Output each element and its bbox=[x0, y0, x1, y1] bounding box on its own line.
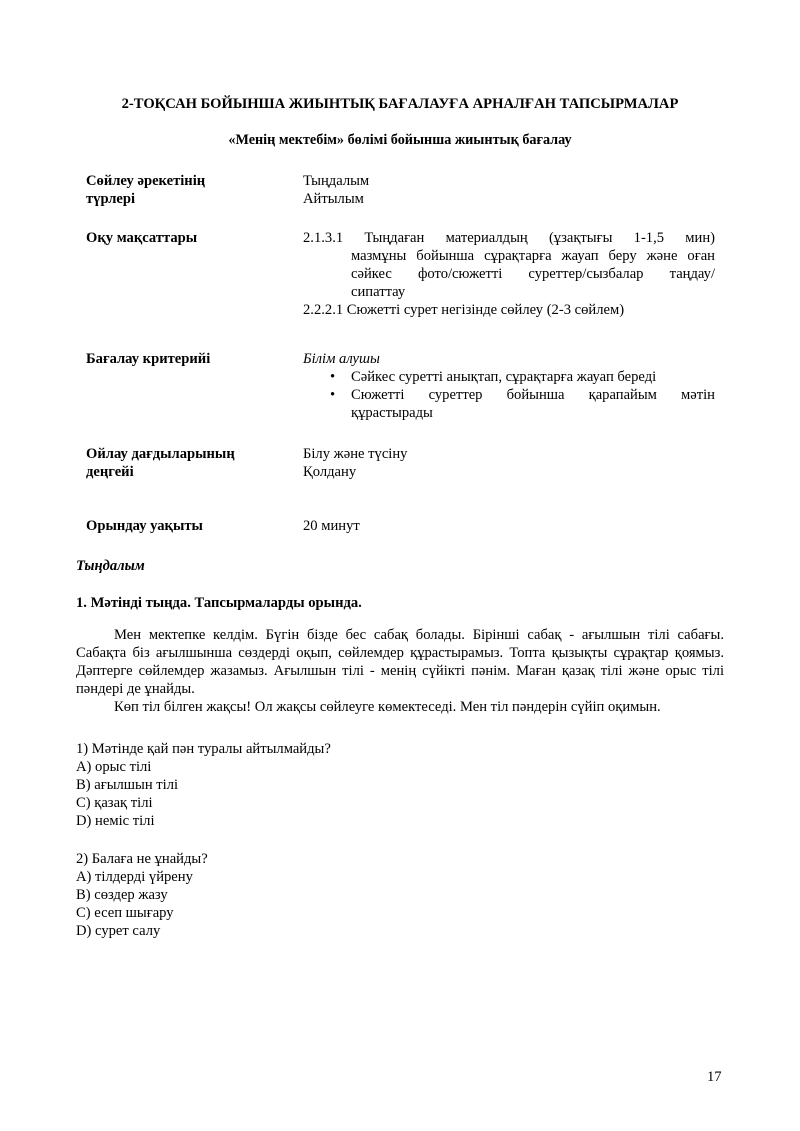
answer-option: B) сөздер жазу bbox=[76, 887, 168, 903]
text-paragraph-1: Мен мектепке келдім. Бүгін бізде бес сабақ болады. Бірінші сабақ - ағылшын тілі сабағы. Сабақта біз ағылшынша сөздерді оқып, сөйлемдер құрастырамыз. Топта қызықты сұрақтар қоямыз. Дәптерге сөйлемдер жазамыз. Ағылшын тілі - менің сүйікті пәнім. Маған қазақ тілі және орыс тілі пәндері де ұнайды. bbox=[76, 627, 724, 697]
criteria-item: • Сәйкес суретті анықтап, сұрақтарға жауап береді bbox=[351, 368, 715, 386]
objective-2: 2.2.2.1 Сюжетті сурет негізінде сөйлеу (2-3 сөйлем) bbox=[303, 302, 625, 318]
speech-types-label-line1: Сөйлеу әрекетінің bbox=[86, 173, 206, 189]
answer-option: B) ағылшын тілі bbox=[76, 777, 179, 793]
answer-option: A) тілдерді үйрену bbox=[76, 869, 193, 885]
answer-option: A) орыс тілі bbox=[76, 759, 152, 775]
objectives-label: Оқу мақсаттары bbox=[86, 230, 198, 246]
page-number: 17 bbox=[707, 1069, 722, 1085]
answer-option: C) қазақ тілі bbox=[76, 795, 153, 811]
task-heading: 1. Мәтінді тыңда. Тапсырмаларды орында. bbox=[76, 595, 362, 611]
listening-text bbox=[76, 626, 724, 716]
thinking-level-value bbox=[303, 445, 715, 481]
thinking-level-application: Қолдану bbox=[303, 464, 357, 480]
question-text: 2) Балаға не ұнайды? bbox=[76, 851, 208, 867]
question-text: 1) Мәтінде қай пән туралы айтылмайды? bbox=[76, 741, 331, 757]
speech-type-speaking: Айтылым bbox=[303, 191, 364, 207]
speech-types-label-line2: түрлері bbox=[86, 191, 136, 207]
text-paragraph-2: Көп тіл білген жақсы! Ол жақсы сөйлеуге көмектеседі. Мен тіл пәндерін сүйіп оқимын. bbox=[114, 699, 661, 715]
criteria-value bbox=[303, 350, 715, 422]
thinking-level-knowledge: Білу және түсіну bbox=[303, 446, 408, 462]
objective-1-line3: сәйкес фото/сюжетті суреттер/сызбалар таңдау/ bbox=[351, 266, 715, 282]
speech-type-listening: Тыңдалым bbox=[303, 173, 370, 189]
time-label: Орындау уақыты bbox=[86, 518, 203, 534]
criteria-label: Бағалау критерийі bbox=[86, 351, 211, 367]
answer-option: D) неміс тілі bbox=[76, 813, 155, 829]
answer-option: C) есеп шығару bbox=[76, 905, 174, 921]
criteria-item: • Сюжетті суреттер бойынша қарапайым мәтін құрастырады bbox=[351, 386, 715, 422]
objective-1-line4: сипаттау bbox=[351, 284, 406, 300]
document-title: 2-ТОҚСАН БОЙЫНША ЖИЫНТЫҚ БАҒАЛАУҒА АРНАЛҒАН ТАПСЫРМАЛАР bbox=[121, 96, 679, 112]
speech-types-value bbox=[303, 172, 715, 208]
thinking-level-label-line2: деңгейі bbox=[86, 464, 134, 480]
document-subtitle: «Менің мектебім» бөлімі бойынша жиынтық бағалау bbox=[228, 132, 572, 148]
answer-option: D) сурет салу bbox=[76, 923, 161, 939]
thinking-level-label bbox=[86, 445, 286, 481]
objective-1-line2: мазмұны бойынша сұрақтарға жауап беру және оған bbox=[351, 248, 715, 264]
question-1 bbox=[76, 740, 676, 830]
criteria-list bbox=[303, 368, 715, 422]
speech-types-label bbox=[86, 172, 286, 208]
time-value: 20 минут bbox=[303, 518, 360, 534]
criteria-intro: Білім алушы bbox=[303, 351, 380, 367]
question-2 bbox=[76, 850, 676, 940]
section-heading: Тыңдалым bbox=[76, 558, 145, 574]
objective-1-line1: 2.1.3.1 Тыңдаған материалдың (ұзақтығы 1-1,5 мин) bbox=[303, 230, 715, 246]
objectives-value bbox=[303, 229, 715, 319]
thinking-level-label-line1: Ойлау дағдыларының bbox=[86, 446, 235, 462]
